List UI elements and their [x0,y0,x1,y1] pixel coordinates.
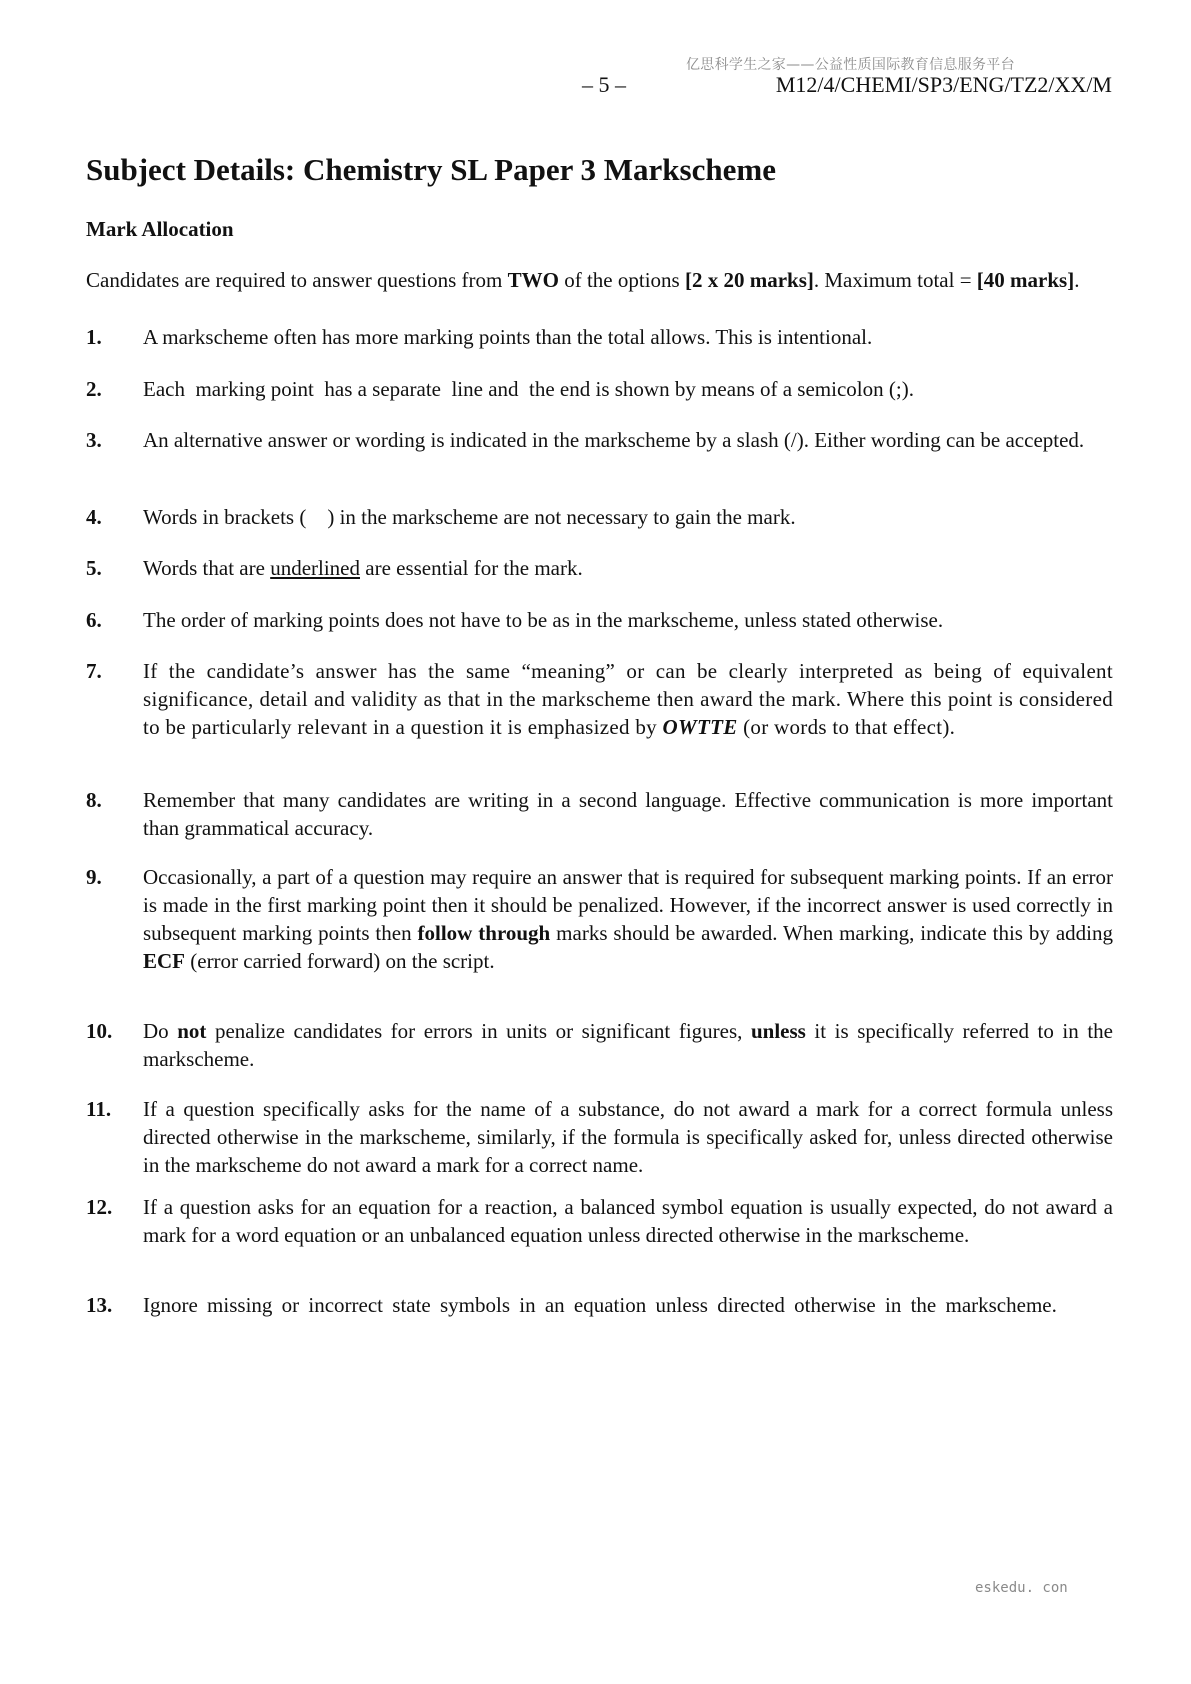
item-text: An alternative answer or wording is indicated in the markscheme by a slash (/). Either wording can be accepted. [143,428,1085,452]
list-item [86,606,1113,634]
item-number: 2. [86,377,102,401]
document-code: M12/4/CHEMI/SP3/ENG/TZ2/XX/M [775,72,1112,97]
item-number: 9. [86,865,102,889]
list-item [86,1291,1113,1319]
item-number: 1. [86,325,102,349]
list-item [86,503,1113,531]
list-item [86,1095,1113,1179]
item-text: Each marking point has a separate line and the end is shown by means of a semicolon (;). [143,377,914,401]
item-number: 13. [86,1293,113,1317]
list-item [86,323,1113,351]
list-item [86,786,1113,842]
item-text: Words that are underlined are essential for the mark. [143,556,583,580]
item-text: Ignore missing or incorrect state symbols in an equation unless directed otherwise in the markscheme. [143,1293,1057,1317]
footer-watermark: eskedu. con [975,1580,1068,1596]
section-heading: Mark Allocation [86,217,234,241]
list-item [86,1193,1113,1249]
list-item [86,657,1113,741]
item-text: Words in brackets ( ) in the markscheme are not necessary to gain the mark. [143,505,796,529]
intro-paragraph: Candidates are required to answer questions from TWO of the options [2 x 20 marks]. Maximum total = [40 marks]. [86,268,1080,292]
item-number: 11. [86,1097,112,1121]
item-number: 3. [86,428,102,452]
list-item [86,426,1113,454]
item-number: 6. [86,608,102,632]
item-text: If a question asks for an equation for a reaction, a balanced symbol equation is usually expected, do not award a mark for a word equation or an unbalanced equation unless directed otherwise in the markscheme. [143,1195,1113,1247]
item-text: The order of marking points does not have to be as in the markscheme, unless stated otherwise. [143,608,944,632]
item-text: Occasionally, a part of a question may require an answer that is required for subsequent marking points. If an error is made in the first marking point then it should be penalized. However, if the incorrect answer is used correctly in subsequent marking points then follow through marks should be awarded. When marking, indicate this by adding ECF (error carried forward) on the script. [143,865,1113,973]
item-number: 7. [86,659,102,683]
list-item [86,1017,1113,1073]
item-number: 10. [86,1019,113,1043]
list-item [86,375,1113,403]
item-text: A markscheme often has more marking points than the total allows. This is intentional. [143,325,873,349]
item-number: 4. [86,505,102,529]
list-item [86,863,1113,975]
item-number: 8. [86,788,102,812]
item-text: If the candidate’s answer has the same “meaning” or can be clearly interpreted as being of equivalent significance, detail and validity as that in the markscheme then award the mark. Where this point is considered to be particularly relevant in a question it is emphasized by OWTTE (or words to that effect). [143,659,1113,739]
item-text: If a question specifically asks for the name of a substance, do not award a mark for a correct formula unless directed otherwise in the markscheme, similarly, if the formula is specifically asked for, unless directed otherwise in the markscheme do not award a mark for a correct name. [143,1097,1113,1177]
item-text: Remember that many candidates are writing in a second language. Effective communication is more important than grammatical accuracy. [143,788,1113,840]
page-title: Subject Details: Chemistry SL Paper 3 Markscheme [86,152,776,187]
item-text: Do not penalize candidates for errors in units or significant figures, unless it is specifically referred to in the markscheme. [143,1019,1113,1071]
list-item [86,554,1113,582]
item-number: 5. [86,556,102,580]
item-number: 12. [86,1195,113,1219]
page-number: – 5 – [582,72,626,97]
watermark-text: 亿思科学生之家——公益性质国际教育信息服务平台 [686,57,1015,73]
